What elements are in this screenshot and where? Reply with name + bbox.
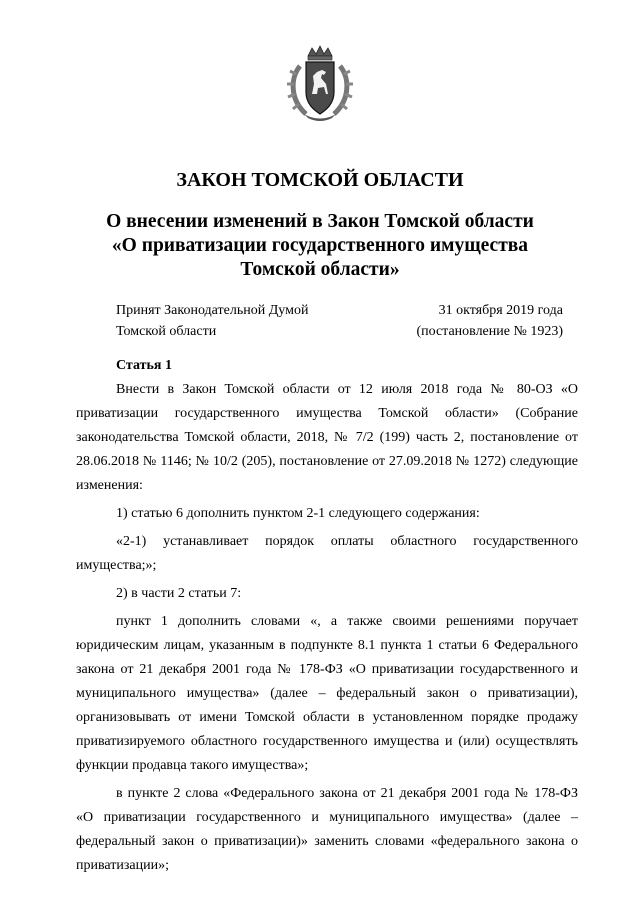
adopted-by-line: Принят Законодательной Думой xyxy=(116,303,309,318)
resolution-number: (постановление № 1923) xyxy=(416,324,563,339)
subtitle-line: О внесении изменений в Закон Томской области xyxy=(106,211,534,232)
adoption-date: 31 октября 2019 года xyxy=(438,303,563,318)
coat-of-arms-icon xyxy=(286,44,354,124)
article-body xyxy=(76,378,578,878)
adopted-by-block xyxy=(116,300,308,342)
adoption-date-block xyxy=(416,300,563,342)
article-paragraph: «2-1) устанавливает порядок оплаты областного государственного имущества;»; xyxy=(76,534,578,573)
law-subtitle xyxy=(0,210,640,282)
article-paragraph: пункт 1 дополнить словами «, а также своими решениями поручает юридическим лицам, указанным в подпункте 8.1 пункта 1 статьи 6 Федерального закона от 21 декабря 2001 года № 178-ФЗ «О приватизации государственного и муниципального имущества» (далее – федеральный закон о приватизации), организовывать от имени Томской области в установленном порядке продажу приватизируемого областного государственного имущества и (или) осуществлять функции продавца такого имущества»; xyxy=(76,614,578,773)
subtitle-line: «О приватизации государственного имущества xyxy=(111,235,529,256)
article-paragraph: в пункте 2 слова «Федерального закона от 21 декабря 2001 года № 178-ФЗ «О приватизации государственного и муниципального имущества» (далее – федеральный закон о приватизации)» заменить словами «федерального закона о приватизации»; xyxy=(76,786,578,873)
article-heading: Статья 1 xyxy=(116,358,172,373)
article-paragraph: 2) в части 2 статьи 7: xyxy=(116,586,242,601)
adopted-by-line: Томской области xyxy=(116,324,217,339)
article-paragraph: Внести в Закон Томской области от 12 июля 2018 года № 80-ОЗ «О приватизации государственного имущества Томской области» (Собрание законодательства Томской области, 2018, № 7/2 (199) часть 2, постановление от 28.06.2018 № 1146; № 10/2 (205), постановление от 27.09.2018 № 1272) следующие изменения: xyxy=(76,382,578,493)
article-paragraph: 1) статью 6 дополнить пунктом 2-1 следующего содержания: xyxy=(116,506,480,521)
subtitle-line: Томской области» xyxy=(240,259,400,280)
tomsk-coat-of-arms-emblem xyxy=(286,44,354,124)
law-title: ЗАКОН ТОМСКОЙ ОБЛАСТИ xyxy=(176,169,464,191)
